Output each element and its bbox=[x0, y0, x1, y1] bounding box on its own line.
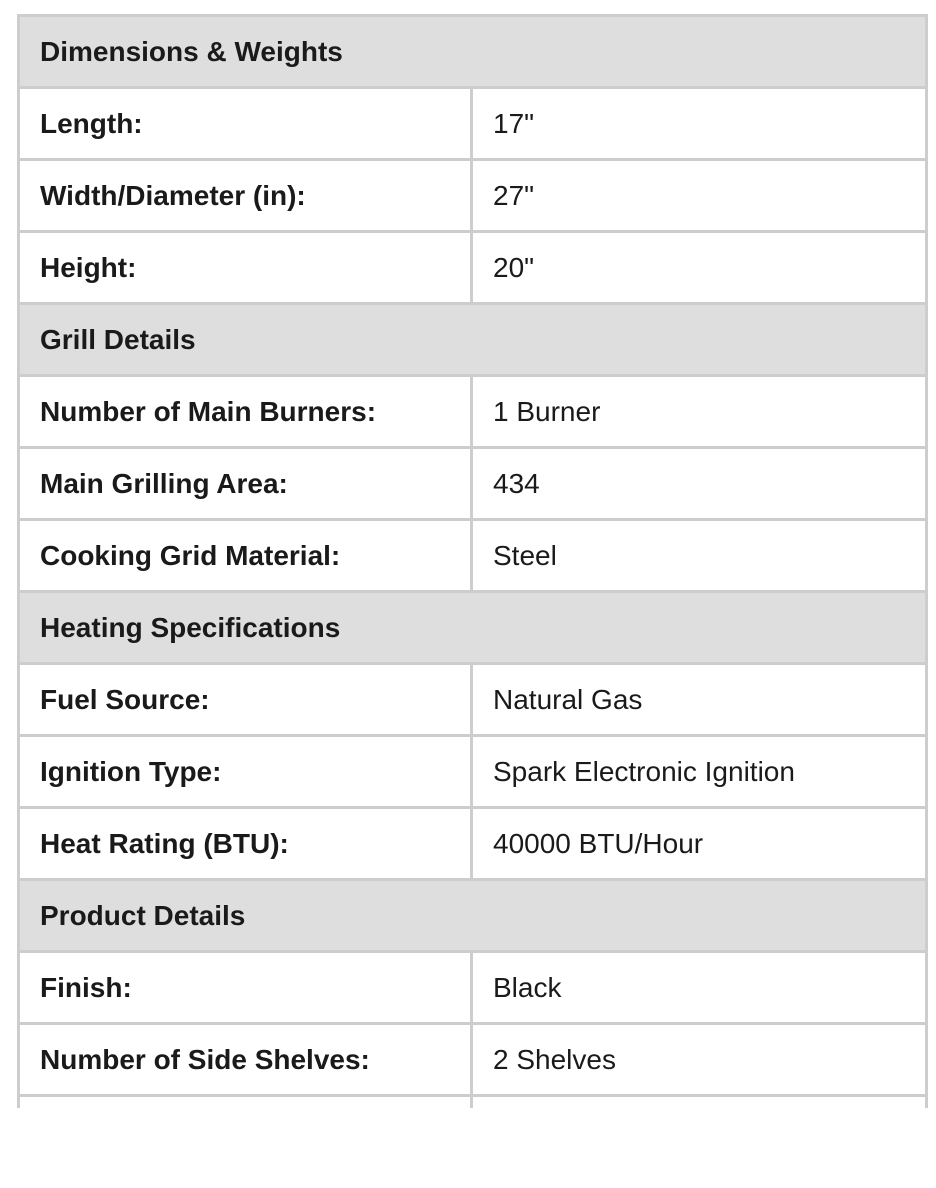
spec-value: 20" bbox=[472, 232, 927, 304]
spec-row bbox=[19, 88, 927, 160]
spec-label: Ignition Type: bbox=[19, 736, 472, 808]
spec-row bbox=[19, 736, 927, 808]
spec-row bbox=[19, 1024, 927, 1096]
spec-label: Finish: bbox=[19, 952, 472, 1024]
spec-value: 27" bbox=[472, 160, 927, 232]
spec-label: Heat Rating (BTU): bbox=[19, 808, 472, 880]
section-header-row bbox=[19, 592, 927, 664]
spec-row bbox=[19, 808, 927, 880]
spec-value: 40000 BTU/Hour bbox=[472, 808, 927, 880]
spec-value: Spark Electronic Ignition bbox=[472, 736, 927, 808]
spec-value: Natural Gas bbox=[472, 664, 927, 736]
spec-label: Height: bbox=[19, 232, 472, 304]
spec-row bbox=[19, 376, 927, 448]
spec-value: 434 bbox=[472, 448, 927, 520]
spec-value: 2 Shelves bbox=[472, 1024, 927, 1096]
section-title: Dimensions & Weights bbox=[19, 16, 927, 88]
specifications-table bbox=[17, 14, 928, 1108]
spec-row bbox=[19, 520, 927, 592]
spec-row bbox=[19, 160, 927, 232]
spec-row bbox=[19, 664, 927, 736]
spec-label: Main Grilling Area: bbox=[19, 448, 472, 520]
spec-label-partial bbox=[19, 1096, 472, 1108]
spec-label: Cooking Grid Material: bbox=[19, 520, 472, 592]
section-header-row bbox=[19, 16, 927, 88]
spec-row bbox=[19, 952, 927, 1024]
section-header-row bbox=[19, 880, 927, 952]
section-title: Product Details bbox=[19, 880, 927, 952]
spec-row-partial bbox=[19, 1096, 927, 1108]
spec-label: Fuel Source: bbox=[19, 664, 472, 736]
spec-row bbox=[19, 448, 927, 520]
spec-label: Length: bbox=[19, 88, 472, 160]
spec-label: Width/Diameter (in): bbox=[19, 160, 472, 232]
spec-value: Black bbox=[472, 952, 927, 1024]
spec-value: 1 Burner bbox=[472, 376, 927, 448]
section-title: Grill Details bbox=[19, 304, 927, 376]
spec-label: Number of Main Burners: bbox=[19, 376, 472, 448]
section-title: Heating Specifications bbox=[19, 592, 927, 664]
spec-value-partial bbox=[472, 1096, 927, 1108]
section-header-row bbox=[19, 304, 927, 376]
spec-label: Number of Side Shelves: bbox=[19, 1024, 472, 1096]
spec-row bbox=[19, 232, 927, 304]
spec-value: 17" bbox=[472, 88, 927, 160]
spec-value: Steel bbox=[472, 520, 927, 592]
